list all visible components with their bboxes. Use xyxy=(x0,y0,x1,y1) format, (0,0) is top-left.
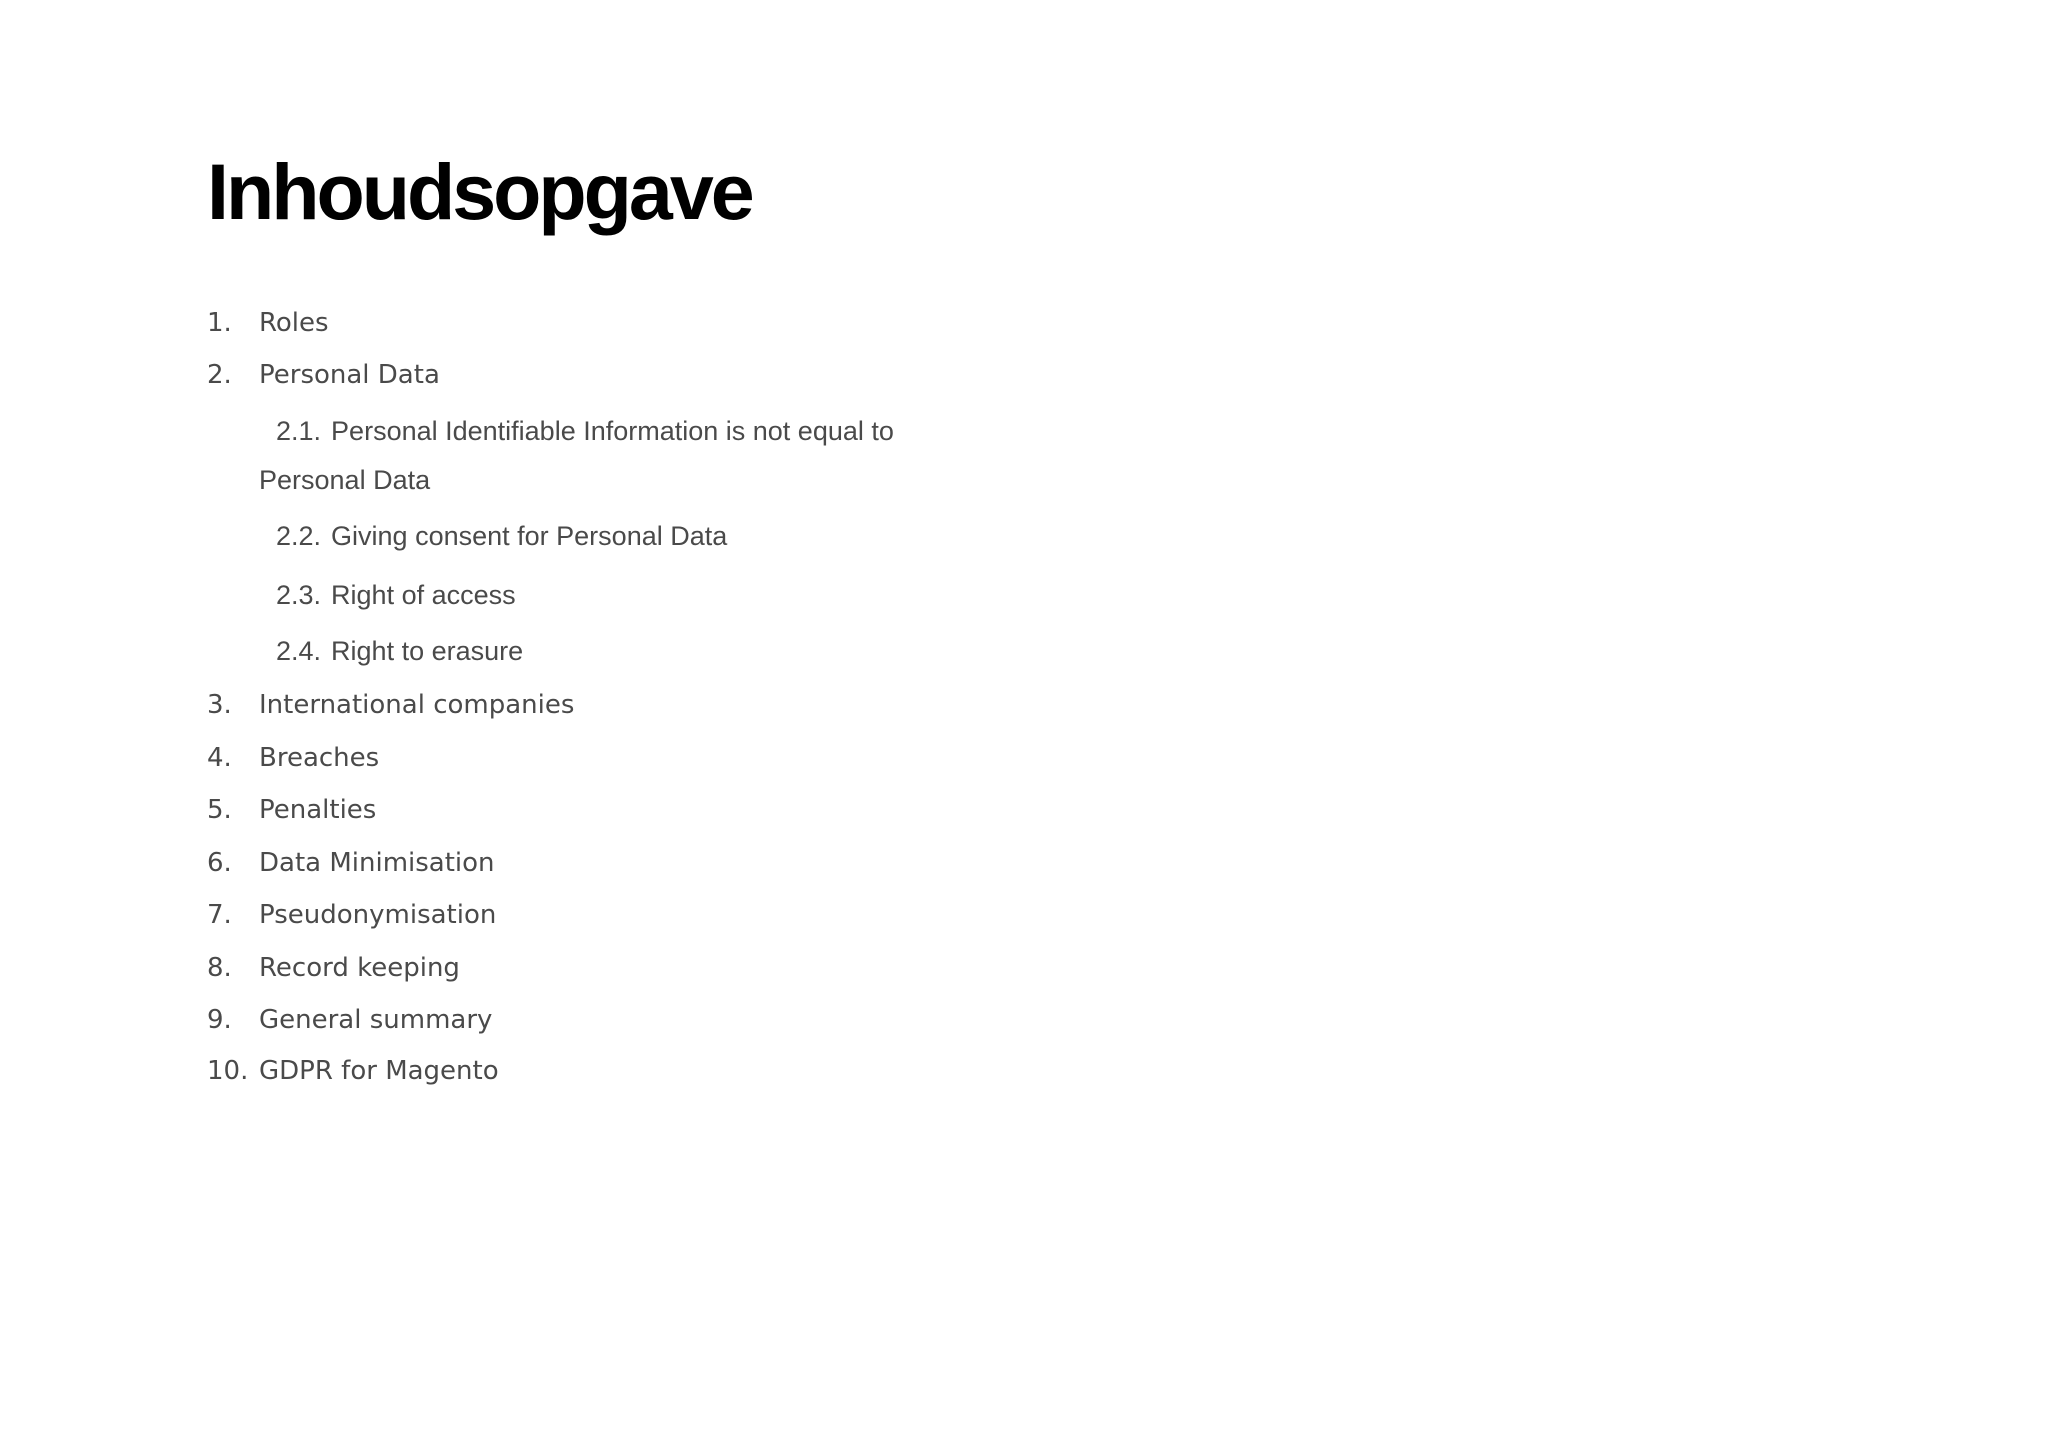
toc-subitem-label: Personal Identifiable Information is not equal to xyxy=(331,416,894,446)
toc-item-number: 10. xyxy=(207,1056,249,1086)
toc-item-number: 9. xyxy=(207,1005,232,1035)
toc-item-label: Data Minimisation xyxy=(259,848,495,878)
page-title: Inhoudsopgave xyxy=(207,147,752,236)
toc-item-label: Pseudonymisation xyxy=(259,900,497,930)
toc-item-number: 3. xyxy=(207,690,232,720)
toc-subitem-number: 2.4. xyxy=(276,636,322,666)
toc-item-number: 1. xyxy=(207,308,232,338)
toc-item-number: 6. xyxy=(207,848,232,878)
toc-item-label: International companies xyxy=(259,690,575,720)
toc-item-label: General summary xyxy=(259,1005,493,1035)
toc-item-number: 7. xyxy=(207,900,232,930)
toc-item-label: Personal Data xyxy=(259,360,440,390)
toc-item-number: 8. xyxy=(207,953,232,983)
toc-subitem-number: 2.2. xyxy=(276,521,322,551)
toc-subitem-right-to-erasure xyxy=(276,638,523,665)
toc-subitem-number: 2.1. xyxy=(276,416,322,446)
toc-item-label: Roles xyxy=(259,308,329,338)
toc-subitem-label: Giving consent for Personal Data xyxy=(331,521,728,551)
toc-subitem-pii-continuation: Personal Data xyxy=(259,465,431,495)
toc-subitem-right-of-access xyxy=(276,582,516,609)
toc-item-label: Penalties xyxy=(259,795,377,825)
toc-item-number: 5. xyxy=(207,795,232,825)
toc-item-label: GDPR for Magento xyxy=(259,1056,499,1086)
toc-item-number: 2. xyxy=(207,360,232,390)
toc-subitem-consent xyxy=(276,523,727,550)
toc-item-number: 4. xyxy=(207,743,232,773)
toc-item-label: Breaches xyxy=(259,743,380,773)
toc-subitem-number: 2.3. xyxy=(276,580,322,610)
toc-subitem-pii xyxy=(276,418,894,445)
toc-subitem-label: Right to erasure xyxy=(331,636,524,666)
toc-subitem-label: Right of access xyxy=(331,580,516,610)
toc-item-label: Record keeping xyxy=(259,953,460,983)
